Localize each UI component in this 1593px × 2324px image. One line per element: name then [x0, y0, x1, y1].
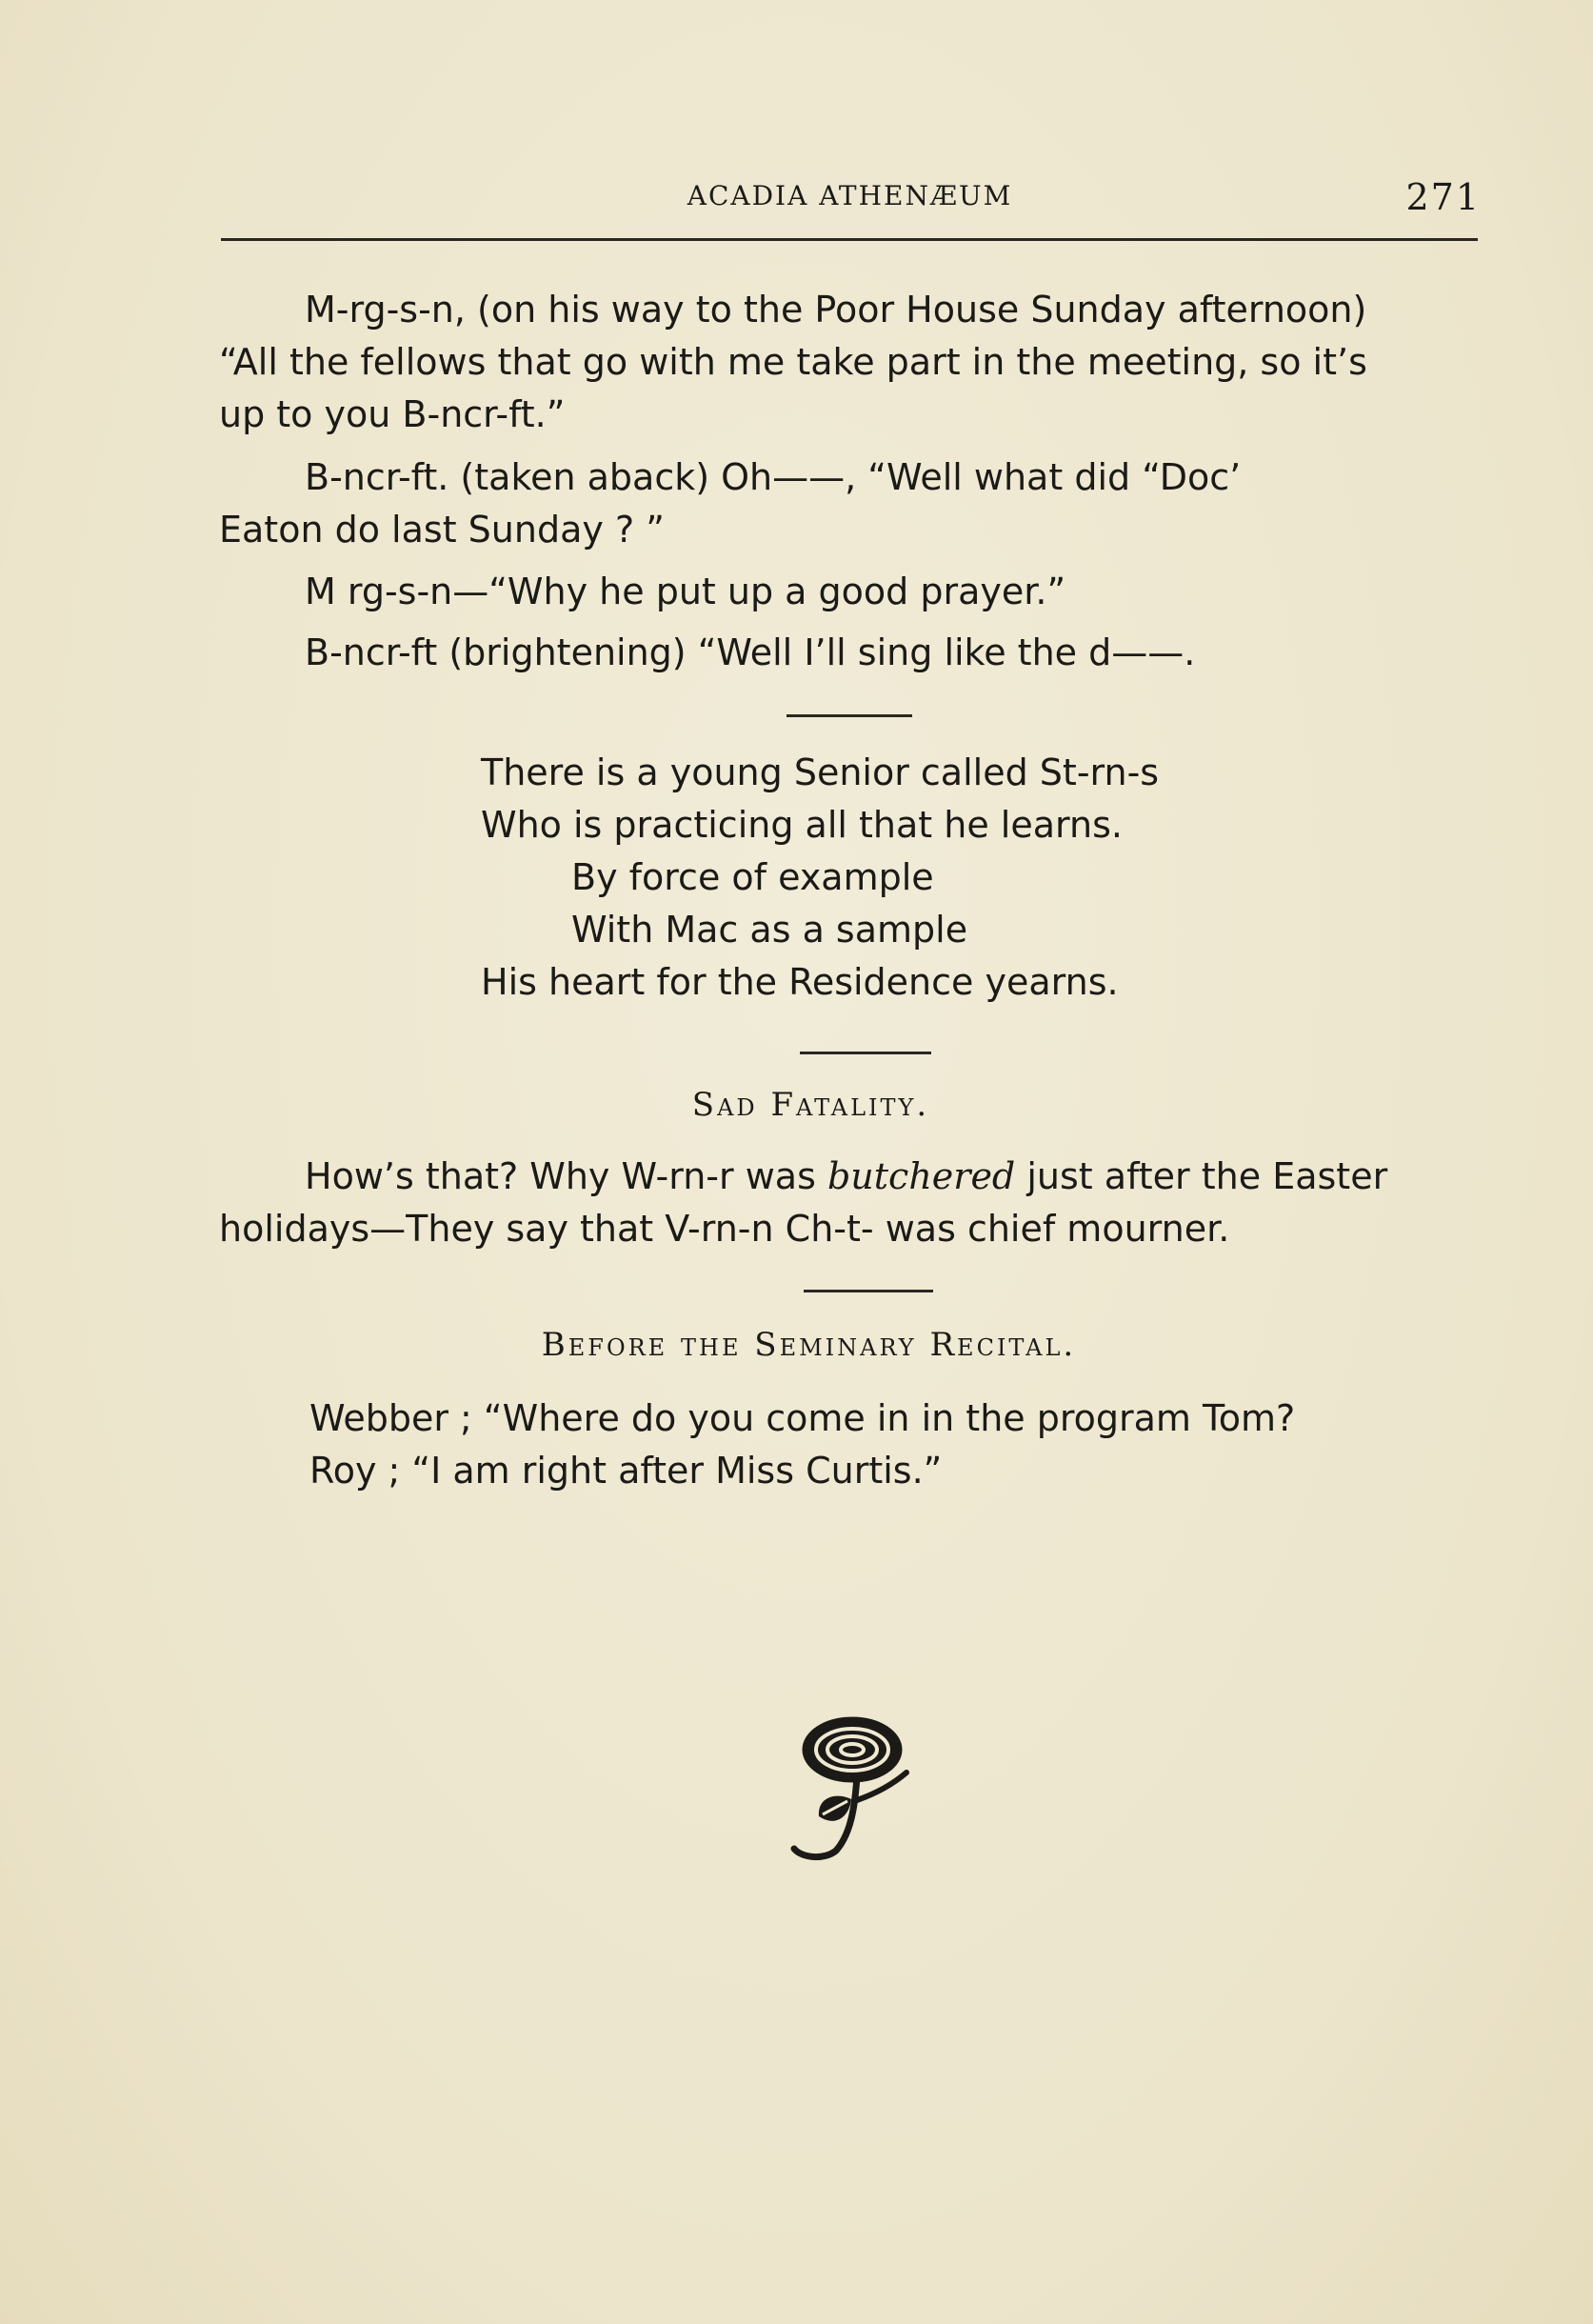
sad-fatality-paragraph	[219, 1151, 1478, 1255]
dialogue-paragraph-4	[219, 627, 1478, 679]
section-divider	[787, 714, 912, 717]
page-number: 271	[1405, 176, 1481, 218]
running-head	[219, 176, 1481, 224]
verse-line: His heart for the Residence yearns.	[481, 961, 1119, 1003]
text-line: M rg-s-n—“Why he put up a good prayer.”	[305, 571, 1066, 612]
text-line: Roy ; “I am right after Miss Curtis.”	[309, 1450, 943, 1492]
section-divider	[800, 1052, 931, 1054]
recital-paragraph	[309, 1392, 1478, 1497]
section-heading-recital: Before the Seminary Recital.	[541, 1326, 1077, 1364]
text-line: B-ncr-ft. (taken aback) Oh——, “Well what did “Doc’	[305, 456, 1242, 498]
header-rule	[221, 238, 1478, 241]
verse-line: By force of example	[571, 856, 934, 898]
text-line	[219, 1151, 1478, 1203]
text-line: holidays—They say that V-rn-n Ch-t- was chief mourner.	[219, 1208, 1230, 1250]
dialogue-paragraph-3	[219, 566, 1478, 618]
section-divider	[804, 1290, 933, 1292]
verse-line: There is a young Senior called St-rn-s	[481, 751, 1160, 793]
text-line: M-rg-s-n, (on his way to the Poor House Sunday afternoon)	[305, 289, 1367, 331]
dialogue-paragraph-2	[219, 451, 1478, 556]
limerick	[481, 747, 1159, 1009]
text-line: Webber ; “Where do you come in in the program Tom?	[309, 1397, 1296, 1439]
text-line: up to you B-ncr-ft.”	[219, 393, 566, 435]
dialogue-paragraph-1	[219, 284, 1478, 441]
text-fragment: just after the Easter	[1026, 1155, 1388, 1197]
section-heading-sad-fatality: Sad Fatality.	[691, 1086, 930, 1124]
journal-name: ACADIA ATHENÆUM	[687, 180, 1013, 211]
text-line: B-ncr-ft (brightening) “Well I’ll sing like the d——.	[305, 631, 1196, 673]
italic-word: butchered	[826, 1155, 1016, 1197]
text-line: Eaton do last Sunday ? ”	[219, 509, 665, 551]
verse-line: Who is practicing all that he learns.	[481, 804, 1123, 846]
text-fragment: How’s that? Why W-rn-r was	[305, 1155, 816, 1197]
rose-ornament-icon	[781, 1710, 924, 1862]
verse-line: With Mac as a sample	[571, 909, 968, 951]
text-line: “All the fellows that go with me take part in the meeting, so it’s	[219, 341, 1367, 383]
